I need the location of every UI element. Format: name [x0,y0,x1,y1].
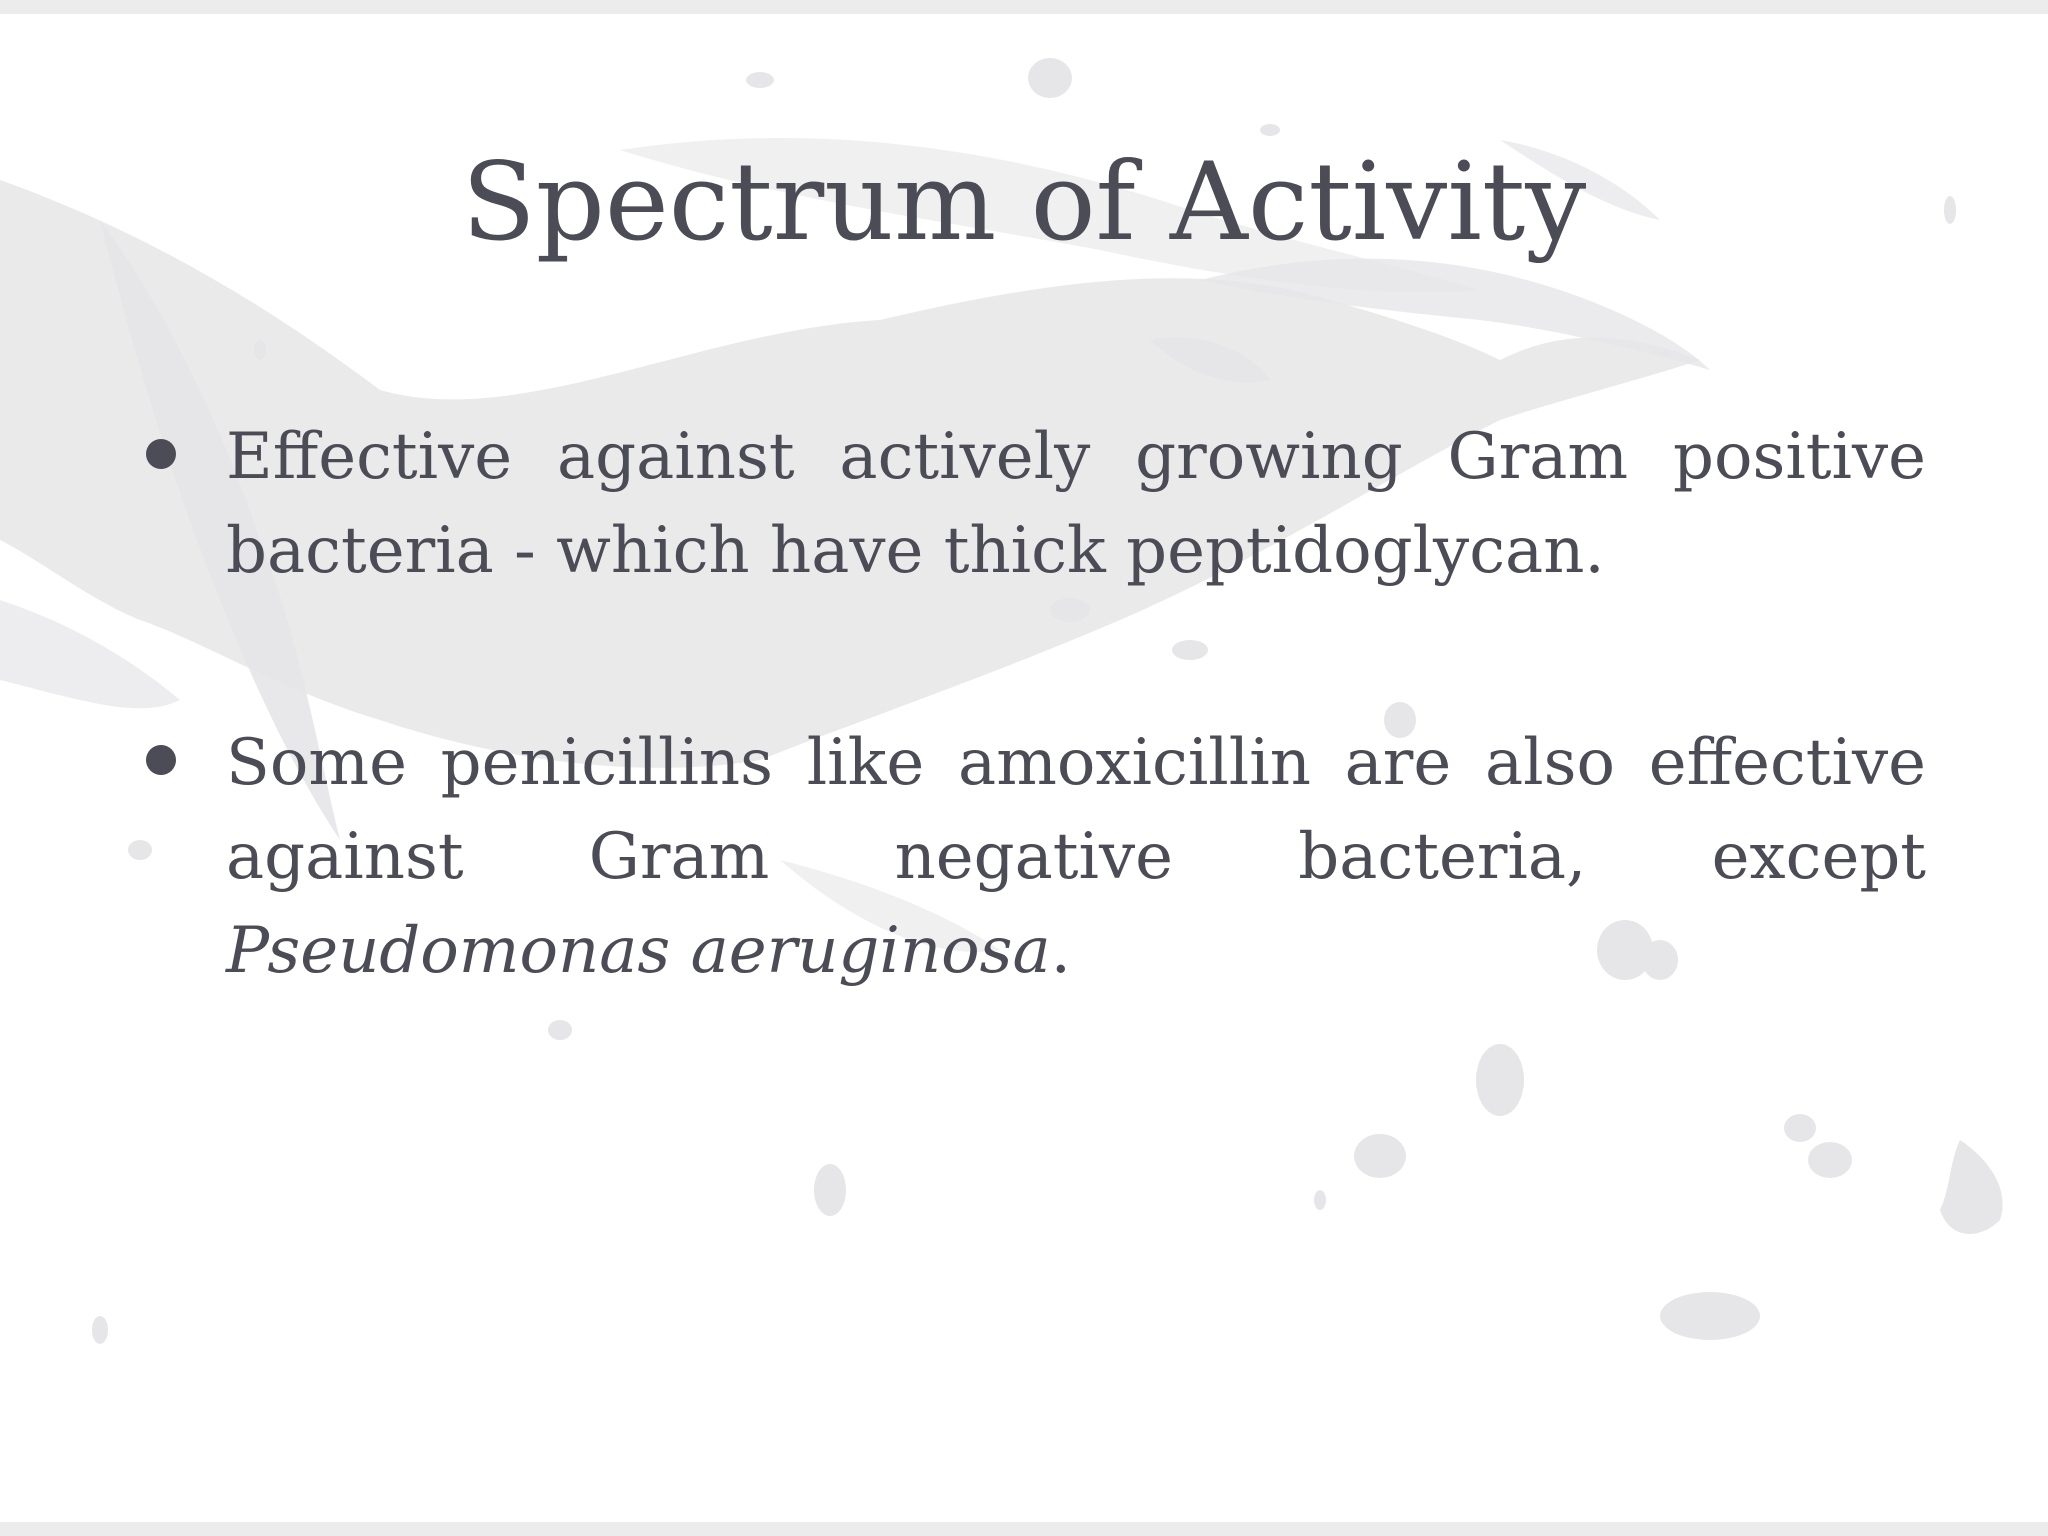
bullet-icon [146,439,176,469]
bullet-italic-species: Pseudomonas aeruginosa [226,914,1051,988]
bullet-item [226,716,1926,998]
bullet-text-end: . [1050,914,1071,988]
bullet-item [226,410,1926,598]
slide-title: Spectrum of Activity [461,140,1587,265]
bullet-icon [146,745,176,775]
bullet-text: Effective against actively growing Gram positive bacteria - which have thick peptidoglycan. [226,420,1926,588]
bullet-text: Some penicillins like amoxicillin are also effective against Gram negative bacteria, except [226,726,1926,894]
